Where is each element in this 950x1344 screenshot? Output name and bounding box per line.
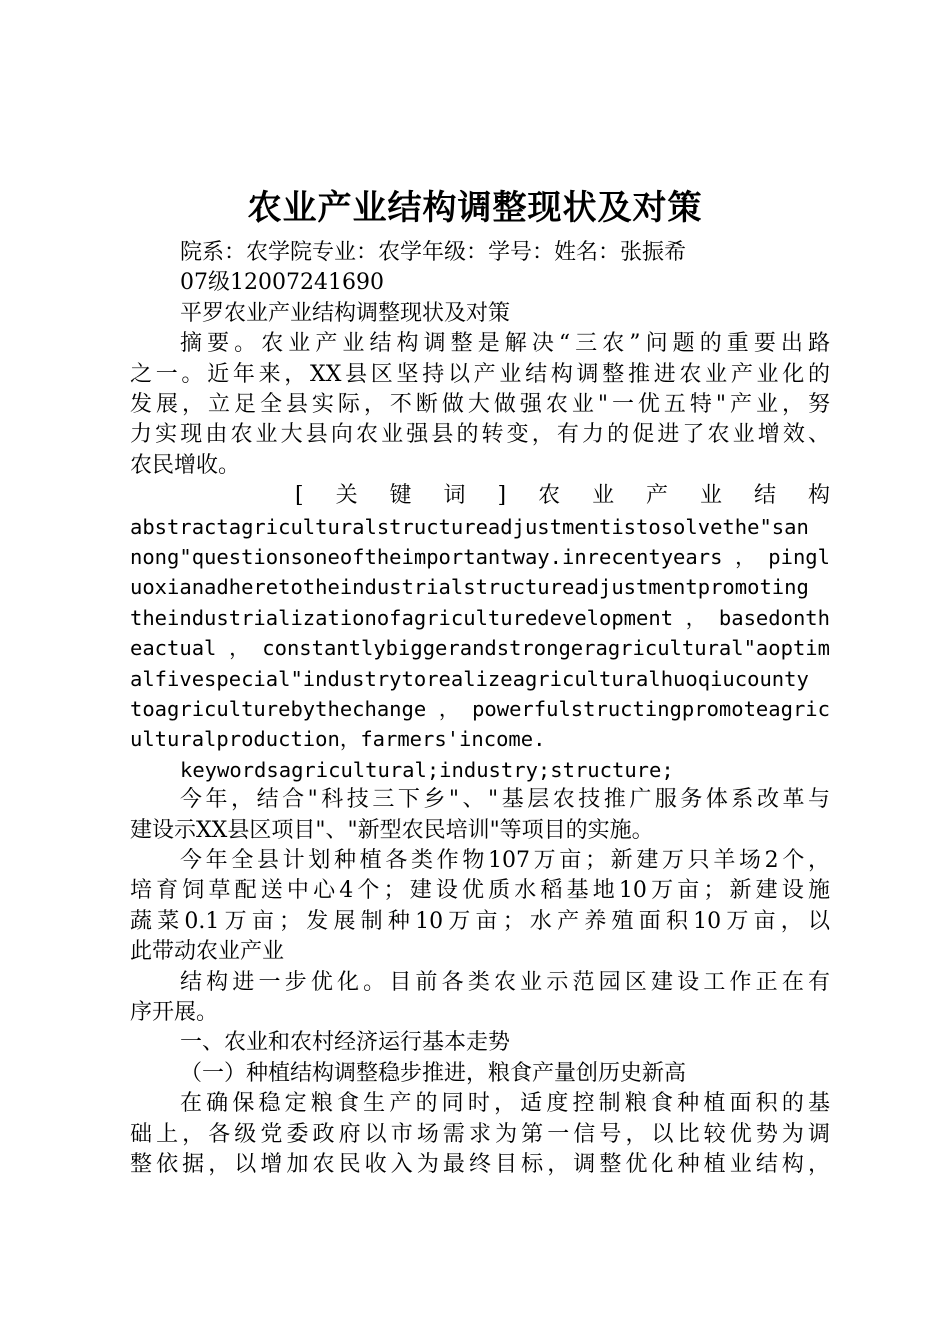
text-line: abstractagriculturalstructureadjustmentistosolvethe"san (130, 514, 809, 539)
text-line: 建设示XX县区项目"、"新型农民培训"等项目的实施。 (130, 817, 654, 843)
text-line: alfivespecial"industrytorealizeagriculturalhuoqiucounty (130, 666, 809, 691)
text-line: 结构进一步优化。目前各类农业示范园区建设工作正在有 (180, 969, 830, 995)
text-line: ulturalproduction，farmers'income. (130, 727, 546, 752)
text-line: 础上，各级党委政府以市场需求为第一信号，以比较优势为调 (130, 1121, 830, 1147)
text-line: 力实现由农业大县向农业强县的转变，有力的促进了农业增效、 (130, 422, 830, 448)
text-line: 整依据，以增加农民收入为最终目标，调整优化种植业结构， (130, 1152, 830, 1177)
text-line: eactual，constantlybiggerandstrongeragricultural"aoptim (130, 636, 830, 661)
text-line: 培育饲草配送中心4个；建设优质水稻基地10万亩；新建设施 (130, 878, 830, 904)
text-line: 平罗农业产业结构调整现状及对策 (180, 300, 511, 326)
text-line: keywordsagricultural;industry;structure; (180, 757, 674, 782)
text-line: 农民增收。 (130, 452, 241, 478)
text-line: nong"questionsoneoftheimportantway.inrecentyears，pingl (130, 545, 830, 569)
text-line: 发展，立足全县实际，不断做大做强农业"一优五特"产业，努 (130, 392, 830, 417)
text-line: 摘要。农业产业结构调整是解决“三农”问题的重要出路 (180, 331, 830, 357)
text-line: 07级12007241690 (180, 270, 384, 296)
document-title: 农业产业结构调整现状及对策 (247, 188, 703, 228)
text-line: 序开展。 (130, 1000, 219, 1025)
text-line: uoxianadheretotheindustrialstructureadjustmentpromoting (130, 575, 809, 600)
text-line: （一）种植结构调整稳步推进，粮食产量创历史新高 (180, 1060, 687, 1086)
text-line: 此带动农业产业 (130, 939, 285, 965)
text-line: 今年全县计划种植各类作物107万亩；新建万只羊场2个， (180, 848, 830, 873)
text-line: 蔬菜0.1万亩；发展制种10万亩；水产养殖面积10万亩，以 (130, 908, 830, 934)
text-line: 今年，结合"科技三下乡"、"基层农技推广服务体系改革与 (180, 787, 830, 813)
text-line: 在确保稳定粮食生产的同时，适度控制粮食种植面积的基 (180, 1091, 830, 1117)
text-line: [关键词]农业产业结构 (295, 483, 830, 509)
text-line: theindustrializationofagriculturedevelopment，basedonth (130, 605, 830, 630)
text-line: 之一。近年来，XX县区坚持以产业结构调整推进农业产业化的 (130, 361, 830, 387)
text-line: 院系：农学院专业：农学年级：学号：姓名：张振希 (180, 240, 687, 265)
text-line: toagriculturebythechange，powerfulstructingpromoteagric (130, 697, 830, 721)
text-line: 一、农业和农村经济运行基本走势 (180, 1030, 511, 1056)
